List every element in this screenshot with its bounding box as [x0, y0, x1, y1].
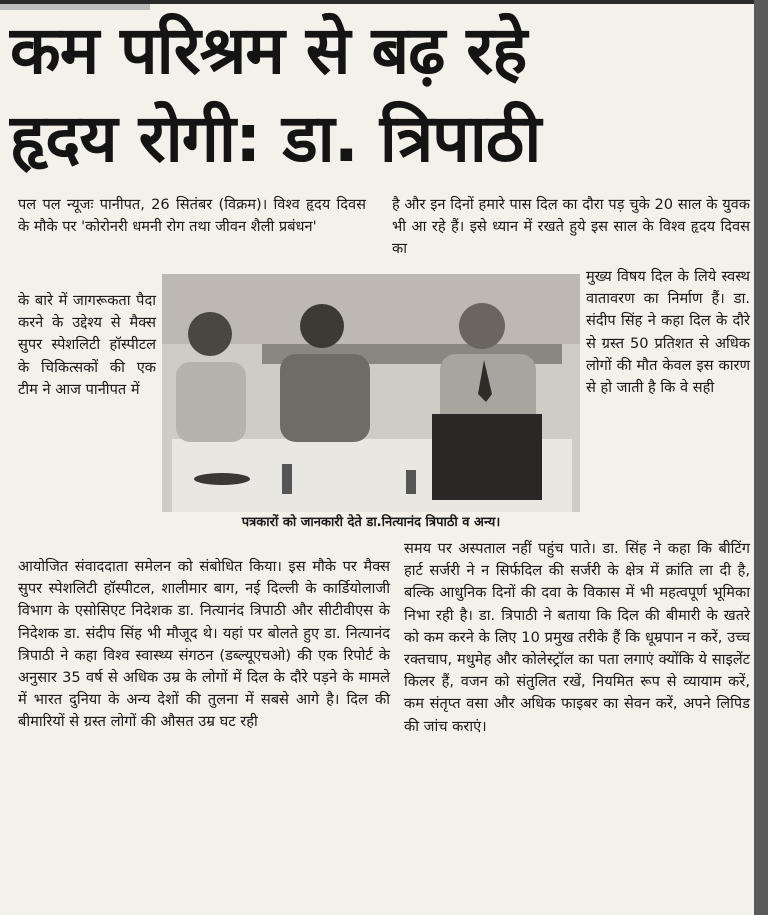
- headline-line-1: कम परिश्रम से बढ़ रहे: [10, 12, 527, 89]
- column-1-body: [18, 556, 390, 734]
- photo-caption: पत्रकारों को जानकारी देते डा.नित्यानंद त्रिपाठी व अन्य।: [162, 512, 580, 534]
- column-1-intro: [18, 194, 366, 238]
- column-1-wrap: [18, 290, 156, 401]
- paragraph: समय पर अस्पताल नहीं पहुंच पाते। डा. सिंह ने कहा कि बीटिंग हार्ट सर्जरी ने न सिर्फदिल की सर्जरी के क्षेत्र में क्रांति ला दी है, बल्कि आधुनिक दिनों की दवा के विकास में भी महत्वपूर्ण भूमिका निभा रही है। डा. त्रिपाठी ने बताया कि दिल की बीमारी के खतरे को कम करने के लिए 10 प्रमुख तरीके हैं कि धूम्रपान न करें, उच्च रक्तचाप, मधुमेह और कोलेस्ट्रॉल का पता लगाएं क्योंकि ये साइलेंट किलर हैं, वजन को संतुलित रखें, नियमित रूप से व्यायाम करें, कम संतृप्त वसा और अधिक फाइबर का सेवन करें, अपने लिपिड की जांच कराएं।: [404, 540, 750, 735]
- microphone: [194, 473, 250, 485]
- column-2-body: [404, 538, 750, 738]
- photo-illustration: [162, 274, 580, 512]
- laptop-screen: [432, 414, 542, 500]
- headline-line-2: हृदय रोगी: डा. त्रिपाठी: [10, 100, 541, 177]
- column-2-intro: [392, 194, 750, 261]
- top-rule: [0, 0, 768, 4]
- mic-stand: [406, 470, 416, 494]
- paragraph: है और इन दिनों हमारे पास दिल का दौरा पड़ चुके 20 साल के युवक भी आ रहे हैं। इसे ध्यान में रखते हुये इस साल के विश्व हृदय दिवस का: [392, 196, 750, 258]
- paragraph: आयोजित संवाददाता समेलन को संबोधित किया। इस मौके पर मैक्स सुपर स्पेशलिटी हॉस्पीटल, शालीमार बाग, नई दिल्ली के कार्डियोलाजी विभाग के एसोसिएट निदेशक डा. नित्यानंद त्रिपाठी और सीटीवीएस के निदेशक डा. संदीप सिंह भी मौजूद थे। यहां पर बोलते हुए डा. नित्यानंद त्रिपाठी ने कहा विश्व स्वास्थ्य संगठन (डब्ल्यूएचओ) की एक रिपोर्ट के अनुसार 35 वर्ष से अधिक उम्र के लोगों में दिल के दौरे पड़ने के मामले में भारत दुनिया के अन्य देशों की तुलना में सबसे आगे है। दिल की बीमारियों से ग्रस्त लोगों की औसत उम्र घट रही: [18, 558, 390, 731]
- column-2-wrap: [586, 266, 750, 399]
- paragraph: के बारे में जागरूकता पैदा करने के उद्देश्य से मैक्स सुपर स्पेशलिटी हॉस्पीटल के चिकित्सकों की एक टीम ने आज पानीपत में: [18, 292, 156, 398]
- right-edge-strip: [754, 0, 768, 915]
- paragraph: पल पल न्यूजः पानीपत, 26 सितंबर (विक्रम)। विश्व हृदय दिवस के मौके पर 'कोरोनरी धमनी रोग तथा जीवन शैली प्रबंधन': [18, 196, 366, 236]
- mic-stand: [282, 464, 292, 494]
- paragraph: मुख्य विषय दिल के लिये स्वस्थ वातावरण का निर्माण हैं। डा. संदीप सिंह ने कहा दिल के दौरे से ग्रस्त 50 प्रतिशत से अधिक लोगों की मौत केवल इस कारण से हो जाती है कि वे सही: [586, 268, 750, 397]
- press-conference-photo: [162, 274, 580, 512]
